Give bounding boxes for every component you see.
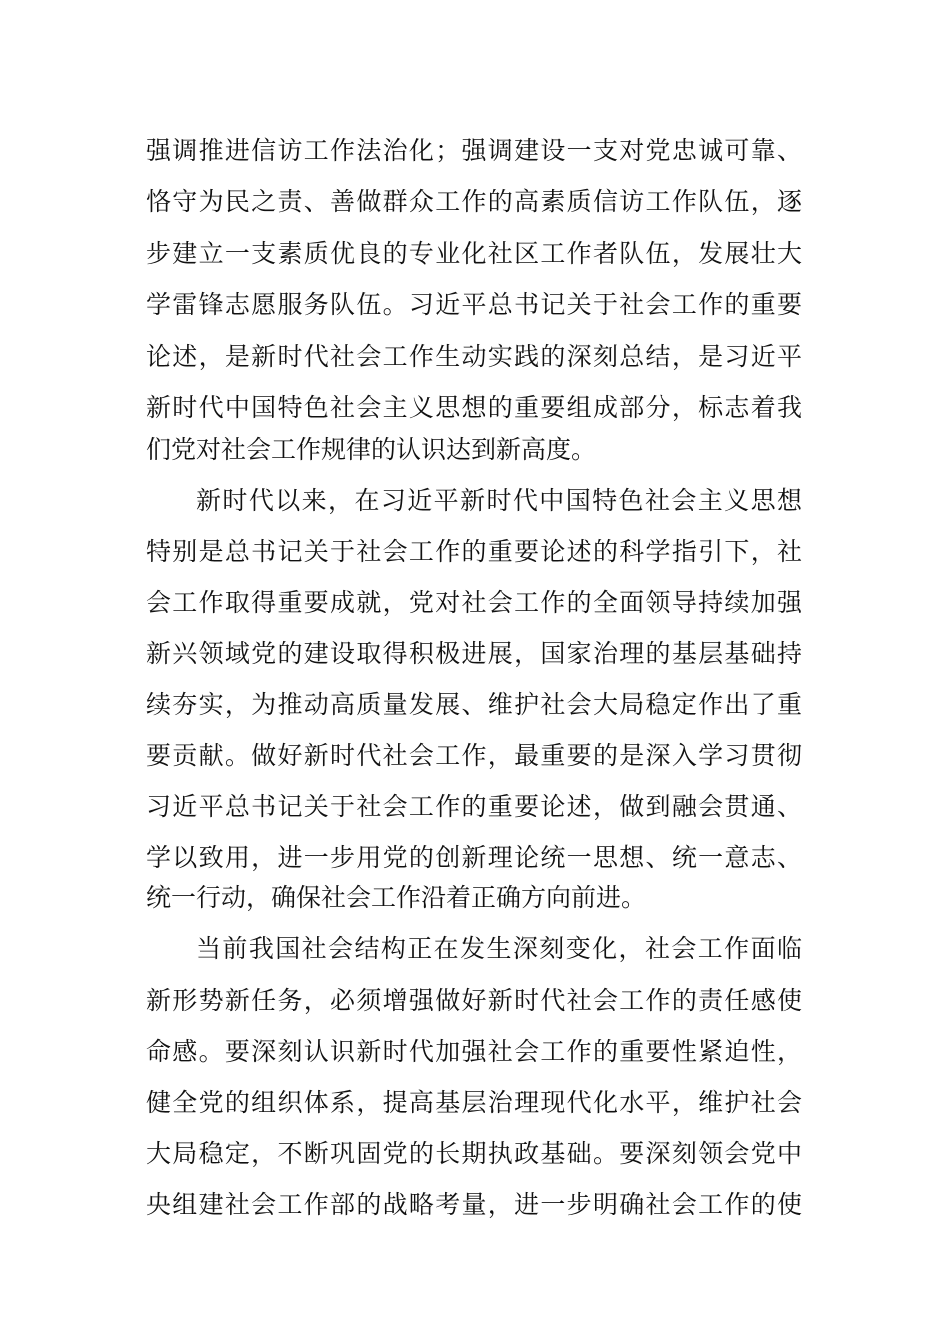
paragraph-1-line-7: 们党对社会工作规律的认识达到新高度。 <box>146 435 597 464</box>
paragraph-2-line-6: 要贡献。做好新时代社会工作，最重要的是深入学习贯彻 <box>146 741 802 770</box>
paragraph-2-line-2: 特别是总书记关于社会工作的重要论述的科学指引下，社 <box>146 537 802 566</box>
paragraph-2-line-9: 统一行动，确保社会工作沿着正确方向前进。 <box>146 883 647 912</box>
paragraph-2-line-7: 习近平总书记关于社会工作的重要论述，做到融会贯通、 <box>146 792 802 821</box>
paragraph-2-line-1: 新时代以来，在习近平新时代中国特色社会主义思想 <box>196 486 802 515</box>
paragraph-3-line-5: 大局稳定，不断巩固党的长期执政基础。要深刻领会党中 <box>146 1139 802 1168</box>
paragraph-2-line-5: 续夯实，为推动高质量发展、维护社会大局稳定作出了重 <box>146 690 802 719</box>
paragraph-3-line-6: 央组建社会工作部的战略考量，进一步明确社会工作的使 <box>146 1190 802 1219</box>
paragraph-3-line-4: 健全党的组织体系，提高基层治理现代化水平，维护社会 <box>146 1088 802 1117</box>
paragraph-1-line-4: 学雷锋志愿服务队伍。习近平总书记关于社会工作的重要 <box>146 290 802 319</box>
paragraph-2-line-8: 学以致用，进一步用党的创新理论统一思想、统一意志、 <box>146 843 802 872</box>
paragraph-3-line-2: 新形势新任务，必须增强做好新时代社会工作的责任感使 <box>146 986 802 1015</box>
paragraph-1-line-1: 强调推进信访工作法治化；强调建设一支对党忠诚可靠、 <box>146 136 802 165</box>
paragraph-1-line-3: 步建立一支素质优良的专业化社区工作者队伍，发展壮大 <box>146 239 802 268</box>
paragraph-1-line-6: 新时代中国特色社会主义思想的重要组成部分，标志着我 <box>146 393 802 422</box>
paragraph-3-line-3: 命感。要深刻认识新时代加强社会工作的重要性紧迫性， <box>146 1037 802 1066</box>
paragraph-1-line-2: 恪守为民之责、善做群众工作的高素质信访工作队伍，逐 <box>146 187 802 216</box>
paragraph-1-line-5: 论述，是新时代社会工作生动实践的深刻总结，是习近平 <box>146 342 802 371</box>
paragraph-2-line-4: 新兴领域党的建设取得积极进展，国家治理的基层基础持 <box>146 639 802 668</box>
paragraph-2-line-3: 会工作取得重要成就，党对社会工作的全面领导持续加强 <box>146 588 802 617</box>
paragraph-3-line-1: 当前我国社会结构正在发生深刻变化，社会工作面临 <box>196 934 802 963</box>
